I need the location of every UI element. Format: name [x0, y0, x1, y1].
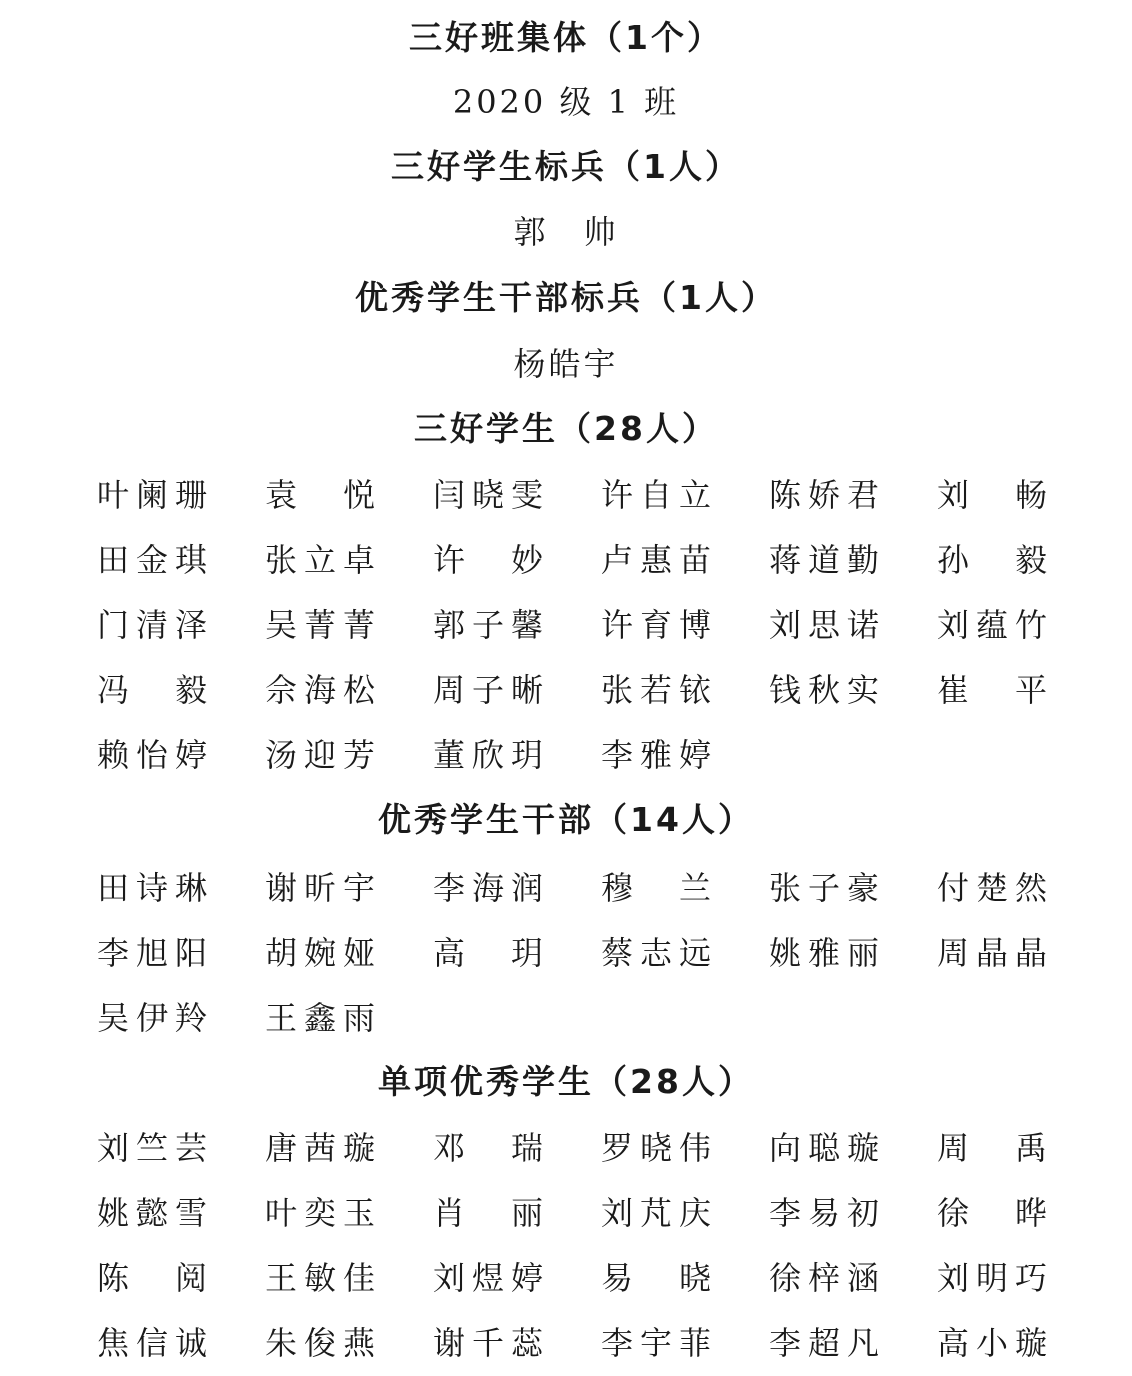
student-name: 高 小 璇	[937, 1323, 1047, 1362]
name-grid	[97, 855, 1049, 1050]
class-name: 2020 级 1 班	[452, 83, 680, 121]
section-title: 优秀学生干部（14人）	[378, 800, 754, 839]
name-row	[97, 592, 1049, 657]
student-name: 许 自 立	[601, 475, 711, 514]
student-name: 徐 梓 涵	[769, 1258, 879, 1297]
student-name: 陈 娇 君	[769, 475, 879, 514]
student-name: 王 鑫 雨	[265, 998, 375, 1037]
student-name: 门 清 泽	[97, 605, 207, 644]
student-name: 叶 阑 珊	[97, 475, 207, 514]
section-title: 三好班集体（1个）	[409, 18, 723, 57]
student-name: 佘 海 松	[265, 670, 375, 709]
student-name: 高 玥	[433, 933, 543, 972]
student-name: 李 宇 菲	[601, 1323, 711, 1362]
student-name: 胡 婉 娅	[265, 933, 375, 972]
student-name: 许 妙	[433, 540, 543, 579]
student-name: 冯 毅	[97, 670, 207, 709]
student-name: 张 若 铱	[601, 670, 711, 709]
section-title: 单项优秀学生（28人）	[378, 1062, 754, 1101]
student-name: 郭 帅	[513, 213, 619, 251]
student-name: 张 立 卓	[265, 540, 375, 579]
student-name: 闫 晓 雯	[433, 475, 543, 514]
student-name: 邓 瑞	[433, 1128, 543, 1167]
name-row	[97, 462, 1049, 527]
name-row	[97, 722, 1049, 787]
student-name: 罗 晓 伟	[601, 1128, 711, 1167]
student-name: 李 旭 阳	[97, 933, 207, 972]
student-name: 焦 信 诚	[97, 1323, 207, 1362]
student-name: 李 超 凡	[769, 1323, 879, 1362]
student-name: 刘 竺 芸	[97, 1128, 207, 1167]
section-title: 优秀学生干部标兵（1人）	[355, 278, 777, 317]
student-name: 卢 惠 苗	[601, 540, 711, 579]
student-name: 田 诗 琳	[97, 868, 207, 907]
name-row	[97, 985, 1049, 1050]
student-name: 徐 晔	[937, 1193, 1047, 1232]
student-name: 董 欣 玥	[433, 735, 543, 774]
student-name: 姚 雅 丽	[769, 933, 879, 972]
student-name: 吴 菁 菁	[265, 605, 375, 644]
student-name: 孙 毅	[937, 540, 1047, 579]
student-name: 周 晶 晶	[937, 933, 1047, 972]
student-name: 刘 芃 庆	[601, 1193, 711, 1232]
section-title: 三好学生标兵（1人）	[391, 147, 741, 186]
name-row	[97, 1180, 1049, 1245]
student-name: 吴 伊 羚	[97, 998, 207, 1037]
student-name: 钱 秋 实	[769, 670, 879, 709]
name-row	[97, 657, 1049, 722]
student-name: 郭 子 馨	[433, 605, 543, 644]
student-name: 肖 丽	[433, 1193, 543, 1232]
student-name: 陈 阅	[97, 1258, 207, 1297]
student-name: 王 敏 佳	[265, 1258, 375, 1297]
student-name: 周 子 晰	[433, 670, 543, 709]
student-name: 唐 茜 璇	[265, 1128, 375, 1167]
student-name: 付 楚 然	[937, 868, 1047, 907]
student-name: 杨皓宇	[513, 345, 619, 383]
name-row	[97, 1310, 1049, 1375]
student-name: 袁 悦	[265, 475, 375, 514]
student-name: 许 育 博	[601, 605, 711, 644]
name-row	[97, 1245, 1049, 1310]
student-name: 蔡 志 远	[601, 933, 711, 972]
student-name: 汤 迎 芳	[265, 735, 375, 774]
student-name: 刘 思 诺	[769, 605, 879, 644]
student-name: 李 易 初	[769, 1193, 879, 1232]
student-name: 朱 俊 燕	[265, 1323, 375, 1362]
student-name: 赖 怡 婷	[97, 735, 207, 774]
student-name: 刘 蕴 竹	[937, 605, 1047, 644]
section-title: 三好学生（28人）	[414, 409, 718, 448]
student-name: 张 子 豪	[769, 868, 879, 907]
student-name: 姚 懿 雪	[97, 1193, 207, 1232]
name-grid	[97, 1115, 1049, 1375]
name-row	[97, 1115, 1049, 1180]
name-grid	[97, 462, 1049, 787]
student-name: 周 禹	[937, 1128, 1047, 1167]
name-row	[97, 920, 1049, 985]
name-row	[97, 855, 1049, 920]
name-row	[97, 527, 1049, 592]
student-name: 刘 畅	[937, 475, 1047, 514]
student-name: 崔 平	[937, 670, 1047, 709]
student-name: 田 金 琪	[97, 540, 207, 579]
student-name: 李 海 润	[433, 868, 543, 907]
student-name: 向 聪 璇	[769, 1128, 879, 1167]
student-name: 刘 明 巧	[937, 1258, 1047, 1297]
student-name: 蒋 道 勤	[769, 540, 879, 579]
student-name: 谢 昕 宇	[265, 868, 375, 907]
student-name: 穆 兰	[601, 868, 711, 907]
student-name: 叶 奕 玉	[265, 1193, 375, 1232]
student-name: 谢 千 蕊	[433, 1323, 543, 1362]
student-name: 李 雅 婷	[601, 735, 711, 774]
student-name: 刘 煜 婷	[433, 1258, 543, 1297]
student-name: 易 晓	[601, 1258, 711, 1297]
